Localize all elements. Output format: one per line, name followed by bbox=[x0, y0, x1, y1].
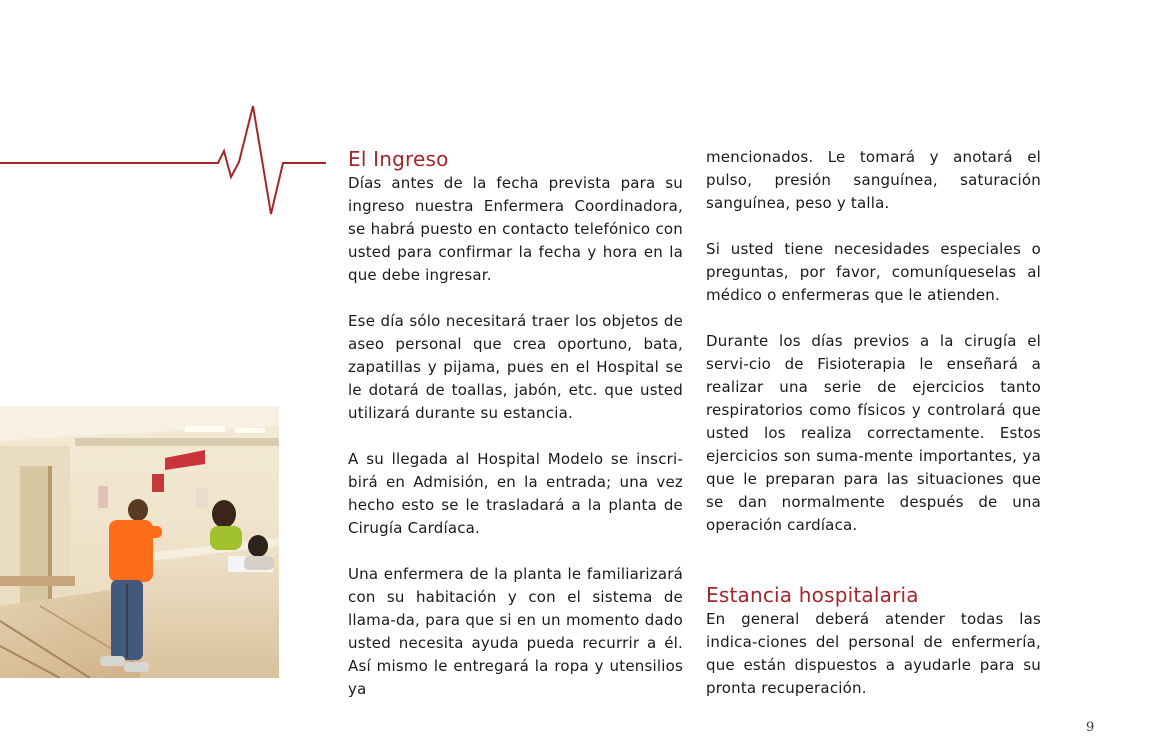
ingreso-paragraph: Ese día sólo necesitará traer los objetos de aseo personal que crea oportuno, bata, zapatillas y pijama, pues en el Hospital se le dotará de toallas, jabón, etc. que usted utilizará durante su estancia. bbox=[348, 312, 683, 422]
ecg-heartbeat-icon bbox=[0, 100, 330, 220]
ingreso-paragraph: Durante los días previos a la cirugía el servi-cio de Fisioterapia le enseñará a realizar una serie de ejercicios tanto respiratorios como físicos y controlará que usted los realiza correctamente. Estos ejercicios son suma-mente importantes, ya que le preparan para las situaciones que se dan normalmente después de una operación cardíaca. bbox=[706, 332, 1041, 534]
section-heading-estancia-hospitalaria: Estancia hospitalaria bbox=[706, 583, 919, 607]
ingreso-paragraph: Una enfermera de la planta le familiarizará con su habitación y con el sistema de llama-da, para que si en un momento dado usted necesita ayuda pueda recurrir a él. Así mismo le entregará la ropa y utensilios ya bbox=[348, 565, 683, 698]
ingreso-paragraph: Días antes de la fecha prevista para su ingreso nuestra Enfermera Coordinadora, se habrá puesto en contacto telefónico con usted para confirmar la fecha y hora en la que debe ingresar. bbox=[348, 174, 683, 284]
text-column-right bbox=[706, 146, 1041, 700]
ingreso-paragraph: A su llegada al Hospital Modelo se inscri-birá en Admisión, en la entrada; una vez hecho esto se le trasladará a la planta de Cirugía Cardíaca. bbox=[348, 450, 683, 537]
hospital-reception-photo bbox=[0, 406, 279, 678]
ingreso-paragraph: mencionados. Le tomará y anotará el pulso, presión sanguínea, saturación sanguínea, peso y talla. bbox=[706, 148, 1041, 212]
page-number: 9 bbox=[1086, 720, 1095, 735]
text-column-left bbox=[348, 146, 683, 701]
section-heading-el-ingreso: El Ingreso bbox=[348, 147, 449, 171]
estancia-paragraph: En general deberá atender todas las indica-ciones del personal de enfermería, que están dispuestos a ayudarle para su pronta recuperación. bbox=[706, 610, 1041, 697]
ingreso-paragraph: Si usted tiene necesidades especiales o preguntas, por favor, comuníqueselas al médico o enfermeras que le atienden. bbox=[706, 240, 1041, 304]
